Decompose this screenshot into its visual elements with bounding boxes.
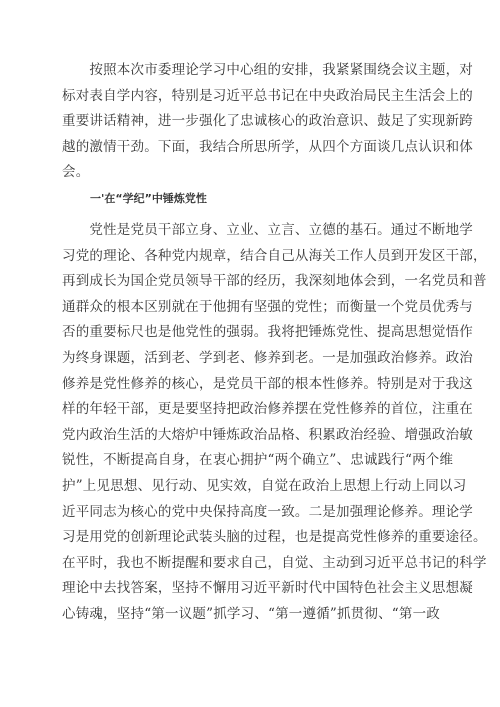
text-line: 党内政治生活的大熔炉中锤炼政治品格、积累政治经验、增强政治敏 bbox=[62, 426, 473, 443]
text-line: 党性是党员干部立身、立业、立言、立德的基石。通过不断地学 bbox=[62, 222, 473, 238]
text-line: 在平时，我也不断提醒和要求自己，自觉、主动到习近平总书记的科学 bbox=[62, 554, 487, 571]
text-line: 锐性，不断提高自身，在衷心拥护“两个确立”、忠诚践行“两个维 bbox=[62, 452, 454, 469]
text-line: 心铸魂，坚持“第一议题”抓学习、“第一遵循”抓贯彻、“第一政 bbox=[62, 605, 441, 622]
text-line: 否的重要标尺也是他党性的强弱。我将把锤炼党性、提高思想觉悟作 bbox=[62, 324, 473, 341]
intro-paragraph bbox=[62, 58, 473, 186]
text-line: 按照本次市委理论学习中心组的安排，我紧紧围绕会议主题，对 bbox=[62, 62, 473, 78]
body-paragraph bbox=[62, 218, 487, 628]
text-line: 近平同志为核心的党中央保持高度一致。二是加强理论修养。理论学 bbox=[62, 503, 473, 520]
text-line: 习党的理论、各种党内规章，结合自己从海关工作人员到开发区干部， bbox=[62, 247, 487, 264]
section-heading: 一'在“学纪”中锤炼党性 bbox=[90, 192, 207, 205]
text-line: 通群众的根本区别就在于他拥有坚强的党性；而衡量一个党员优秀与 bbox=[62, 298, 473, 315]
text-line: 习是用党的创新理论武装头脑的过程，也是提高党性修养的重要途径。 bbox=[62, 529, 487, 546]
text-line: 标对表自学内容，特别是习近平总书记在中央政治局民主生活会上的 bbox=[62, 87, 473, 104]
text-line: 重要讲话精神，进一步强化了忠诚核心的政治意识、鼓足了实现新跨 bbox=[62, 113, 473, 130]
text-line: 理论中去找答案，坚持不懈用习近平新时代中国特色社会主义思想凝 bbox=[62, 580, 473, 597]
text-line: 样的年轻干部，更是要坚持把政治修养摆在党性修养的首位，注重在 bbox=[62, 401, 473, 418]
text-line: 修养是党性修养的核心，是党员干部的根本性修养。特别是对于我这 bbox=[62, 375, 473, 392]
text-line: 为终身课题，活到老、学到老、修养到老。一是加强政治修养。政治 bbox=[62, 349, 473, 366]
text-line: 会。 bbox=[62, 164, 90, 181]
text-line: 再到成长为国企党员领导干部的经历，我深刻地体会到，一名党员和普 bbox=[62, 273, 487, 290]
text-line: 护”上见思想、见行动、见实效，自觉在政治上思想上行动上同以习 bbox=[62, 477, 467, 494]
text-line: 越的激情干劲。下面，我结合所思所学，从四个方面谈几点认识和体 bbox=[62, 138, 473, 155]
